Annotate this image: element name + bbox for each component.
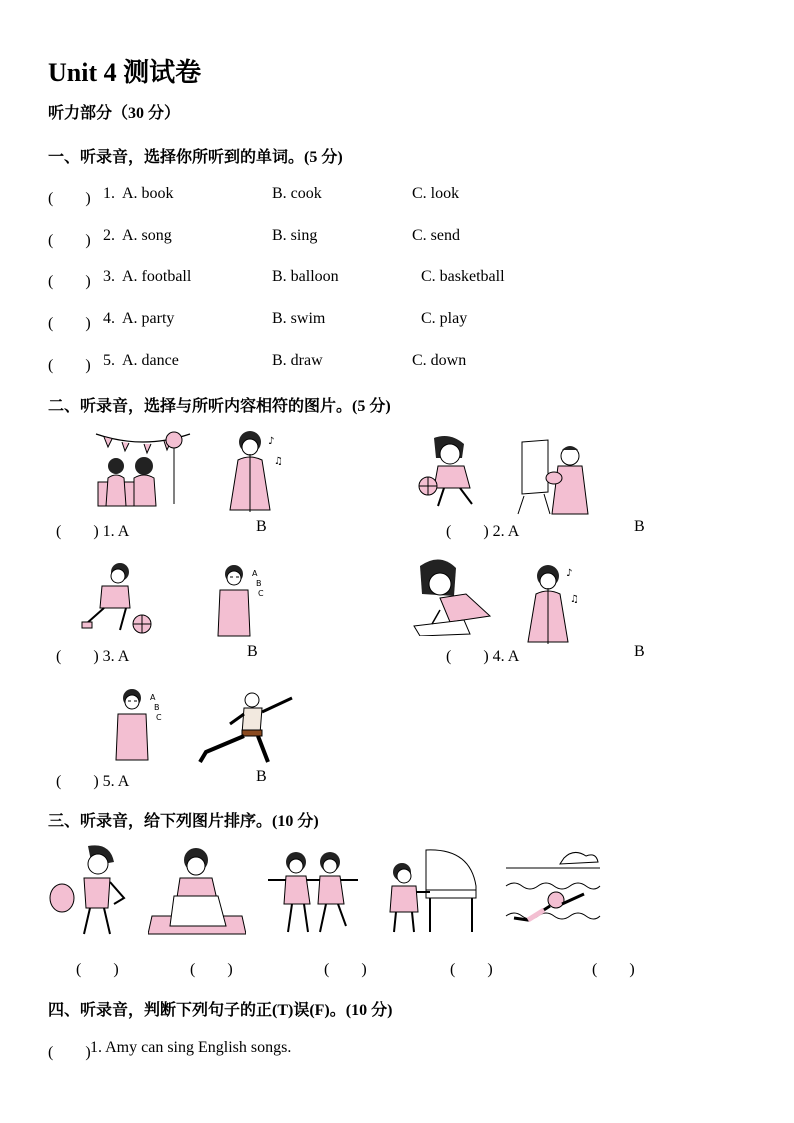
option-c: C. down xyxy=(412,352,467,369)
page-title: Unit 4 测试卷 xyxy=(48,58,202,87)
answer-bracket[interactable]: ( ) xyxy=(48,315,91,332)
option-b-label: B xyxy=(256,768,267,785)
option-c: C. send xyxy=(412,227,460,244)
girl-swimming-picture xyxy=(504,846,602,936)
listening-header: 听力部分（30 分） xyxy=(48,105,181,122)
answer-bracket[interactable]: ( ) xyxy=(48,232,91,249)
option-c: C. play xyxy=(421,310,468,327)
man-kungfu-picture xyxy=(196,690,296,766)
question-number: 5. xyxy=(103,352,115,369)
svg-text:B: B xyxy=(256,579,262,588)
question-number: 4. xyxy=(103,310,115,327)
order-bracket-1[interactable]: ( ) xyxy=(76,961,119,978)
order-bracket-5[interactable]: ( ) xyxy=(592,961,635,978)
section3-heading: 三、听录音，给下列图片排序。(10 分) xyxy=(48,813,319,830)
option-a: A. party xyxy=(122,310,175,327)
option-b: B. cook xyxy=(272,185,322,202)
section4-heading: 四、听录音，判断下列句子的正(T)误(F)。(10 分) xyxy=(48,1002,393,1019)
question-label[interactable]: ( ) 3. A xyxy=(56,648,130,665)
option-a: A. song xyxy=(122,227,172,244)
svg-text:♪: ♪ xyxy=(566,568,573,579)
girl-drawing-desk-picture xyxy=(148,846,246,936)
statement-text: 1. Amy can sing English songs. xyxy=(90,1039,292,1056)
svg-text:♫: ♫ xyxy=(274,456,283,467)
question-label[interactable]: ( ) 1. A xyxy=(56,523,130,540)
boy-balloon-picture xyxy=(48,842,130,938)
svg-text:A: A xyxy=(252,569,258,578)
girl-drawing-picture xyxy=(410,556,496,636)
boy-reading-abc-picture-2 xyxy=(110,686,166,762)
order-bracket-3[interactable]: ( ) xyxy=(324,961,367,978)
question-number: 2. xyxy=(103,227,115,244)
question-label[interactable]: ( ) 2. A xyxy=(446,523,520,540)
option-a: A. football xyxy=(122,268,192,285)
svg-text:B: B xyxy=(154,703,160,712)
option-a: A. book xyxy=(122,185,174,202)
svg-text:C: C xyxy=(258,589,264,598)
svg-text:C: C xyxy=(156,713,162,722)
boy-basketball-picture xyxy=(72,560,158,638)
option-b-label: B xyxy=(634,518,645,535)
option-c: C. look xyxy=(412,185,460,202)
svg-text:A: A xyxy=(150,693,156,702)
girl-singing-picture xyxy=(224,428,286,518)
answer-bracket[interactable]: ( ) xyxy=(48,273,91,290)
party-decoration-picture xyxy=(94,428,192,514)
section2-heading: 二、听录音，选择与所听内容相符的图片。(5 分) xyxy=(48,398,391,415)
section1-heading: 一、听录音，选择你所听到的单词。(5 分) xyxy=(48,149,343,166)
option-c: C. basketball xyxy=(421,268,505,285)
question-label[interactable]: ( ) 4. A xyxy=(446,648,520,665)
girl-singing-picture-2 xyxy=(522,562,584,646)
option-b: B. draw xyxy=(272,352,323,369)
option-b: B. balloon xyxy=(272,268,339,285)
answer-bracket[interactable]: ( ) xyxy=(48,1044,91,1061)
option-b-label: B xyxy=(247,643,258,660)
svg-text:♪: ♪ xyxy=(268,436,275,447)
question-label[interactable]: ( ) 5. A xyxy=(56,773,130,790)
boy-piano-picture xyxy=(380,846,480,936)
question-number: 1. xyxy=(103,185,115,202)
option-a: A. dance xyxy=(122,352,179,369)
option-b-label: B xyxy=(256,518,267,535)
girl-painting-picture xyxy=(514,436,590,516)
answer-bracket[interactable]: ( ) xyxy=(48,357,91,374)
girls-dancing-picture xyxy=(264,846,364,936)
option-b-label: B xyxy=(634,643,645,660)
question-number: 3. xyxy=(103,268,115,285)
option-b: B. swim xyxy=(272,310,326,327)
girl-basketball-picture xyxy=(414,434,486,510)
order-bracket-2[interactable]: ( ) xyxy=(190,961,233,978)
order-bracket-4[interactable]: ( ) xyxy=(450,961,493,978)
answer-bracket[interactable]: ( ) xyxy=(48,190,91,207)
option-b: B. sing xyxy=(272,227,318,244)
svg-text:♫: ♫ xyxy=(570,594,579,605)
boy-reading-abc-picture xyxy=(212,562,268,638)
